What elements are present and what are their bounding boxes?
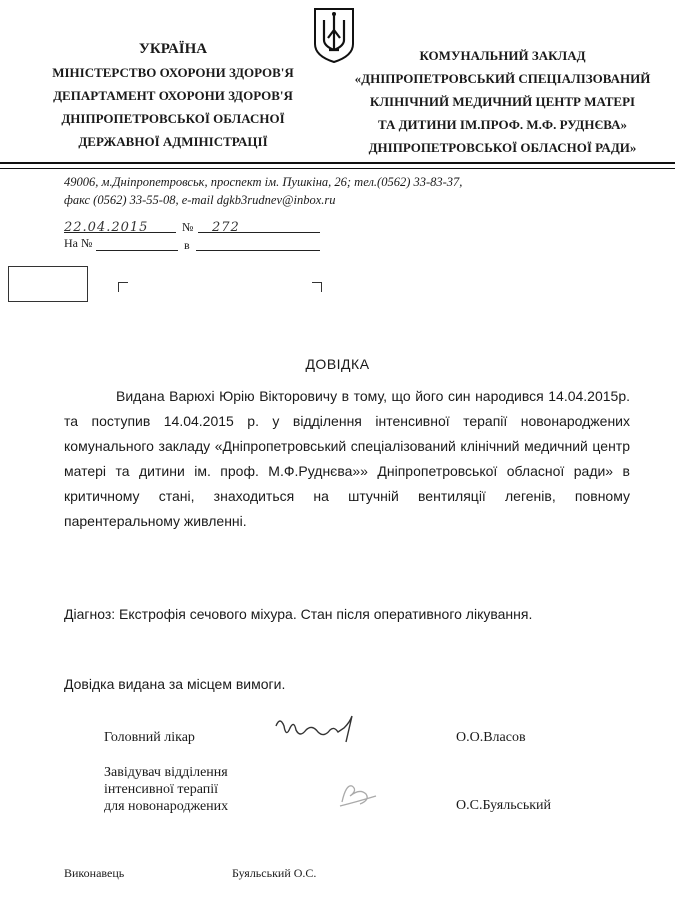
contact-line: факс (0562) 33-55-08, e-mail dgkb3rudnev@inbox.ru [64,193,336,207]
institution-name-2: КЛІНІЧНИЙ МЕДИЧНИЙ ЦЕНТР МАТЕРІ [369,94,636,109]
reg-number-field [198,218,320,233]
department-head-title [104,764,228,815]
department-head-name: О.С.Буяльський [456,798,551,813]
reply-number-field [96,236,178,251]
addressee-corner-right [312,282,322,292]
address-block [64,173,462,209]
institution-council: ДНІПРОПЕТРОВСЬКОЇ ОБЛАСНОЇ РАДИ» [368,140,637,155]
certificate-text [64,384,630,534]
document-title: ДОВІДКА [305,356,370,372]
purpose-note: Довідка видана за місцем вимоги. [64,676,286,692]
reg-date-field [64,218,176,233]
chief-doctor-title: Головний лікар [104,730,195,745]
executor-name: Буяльський О.С. [232,866,317,880]
ministry-line: МІНІСТЕРСТВО ОХОРОНИ ЗДОРОВ'Я [52,65,294,80]
reply-date-field [196,236,320,251]
institution-type: КОМУНАЛЬНИЙ ЗАКЛАД [419,48,586,63]
department-line: ДЕПАРТАМЕНТ ОХОРОНИ ЗДОРОВ'Я [53,88,293,103]
registration-stamp-box [8,266,88,302]
country-name: УКРАЇНА [138,41,208,57]
header-left-block [8,38,338,153]
executor-label: Виконавець [64,866,125,880]
chief-signature-icon [272,712,364,751]
reg-date: 22.04.2015 [64,220,149,235]
address-line: 49006, м.Дніпропетровськ, проспект ім. Пушкіна, 26; тел.(0562) 33-83-37, [64,175,463,189]
addressee-corner-left [118,282,128,292]
certificate-paragraph: Видана Варюхі Юрію Вікторовичу в тому, що його син народився 14.04.2015р. та поступив 14.04.2015 р. у відділення інтенсивної терапії новонароджених комунального закладу «Дніпропетровський спеціалізований клінічний медичний центр матері та дитини ім. проф. М.Ф.Руднєва»» Дніпропетровської обласної ради» в критичному стані, знаходиться на штучній вентиляції легенів, повному парентеральному живленні. [64,388,630,529]
head-title-line-2: інтенсивної терапії [104,782,219,797]
reg-number: 272 [212,220,240,235]
administration-line: ДЕРЖАВНОЇ АДМІНІСТРАЦІЇ [78,134,268,149]
chief-doctor-name: О.О.Власов [456,730,526,745]
reply-number-label: На № [64,236,93,250]
institution-name-1: «ДНІПРОПЕТРОВСЬКИЙ СПЕЦІАЛІЗОВАНИЙ [354,71,651,86]
header-rule-thick [0,162,675,164]
reg-number-label: № [182,220,194,234]
diagnosis-text: Діагноз: Екстрофія сечового міхура. Стан після оперативного лікування. [64,606,533,622]
region-line: ДНІПРОПЕТРОВСЬКОЇ ОБЛАСНОЇ [61,111,285,126]
header-right-block [330,44,675,159]
institution-name-3: ТА ДИТИНИ ІМ.ПРОФ. М.Ф. РУДНЄВА» [377,117,628,132]
head-title-line-1: Завідувач відділення [104,765,228,780]
header-rule-thin [0,168,675,169]
head-signature-icon [336,776,380,815]
head-title-line-3: для новонароджених [104,799,229,814]
reply-date-label: в [184,238,190,252]
